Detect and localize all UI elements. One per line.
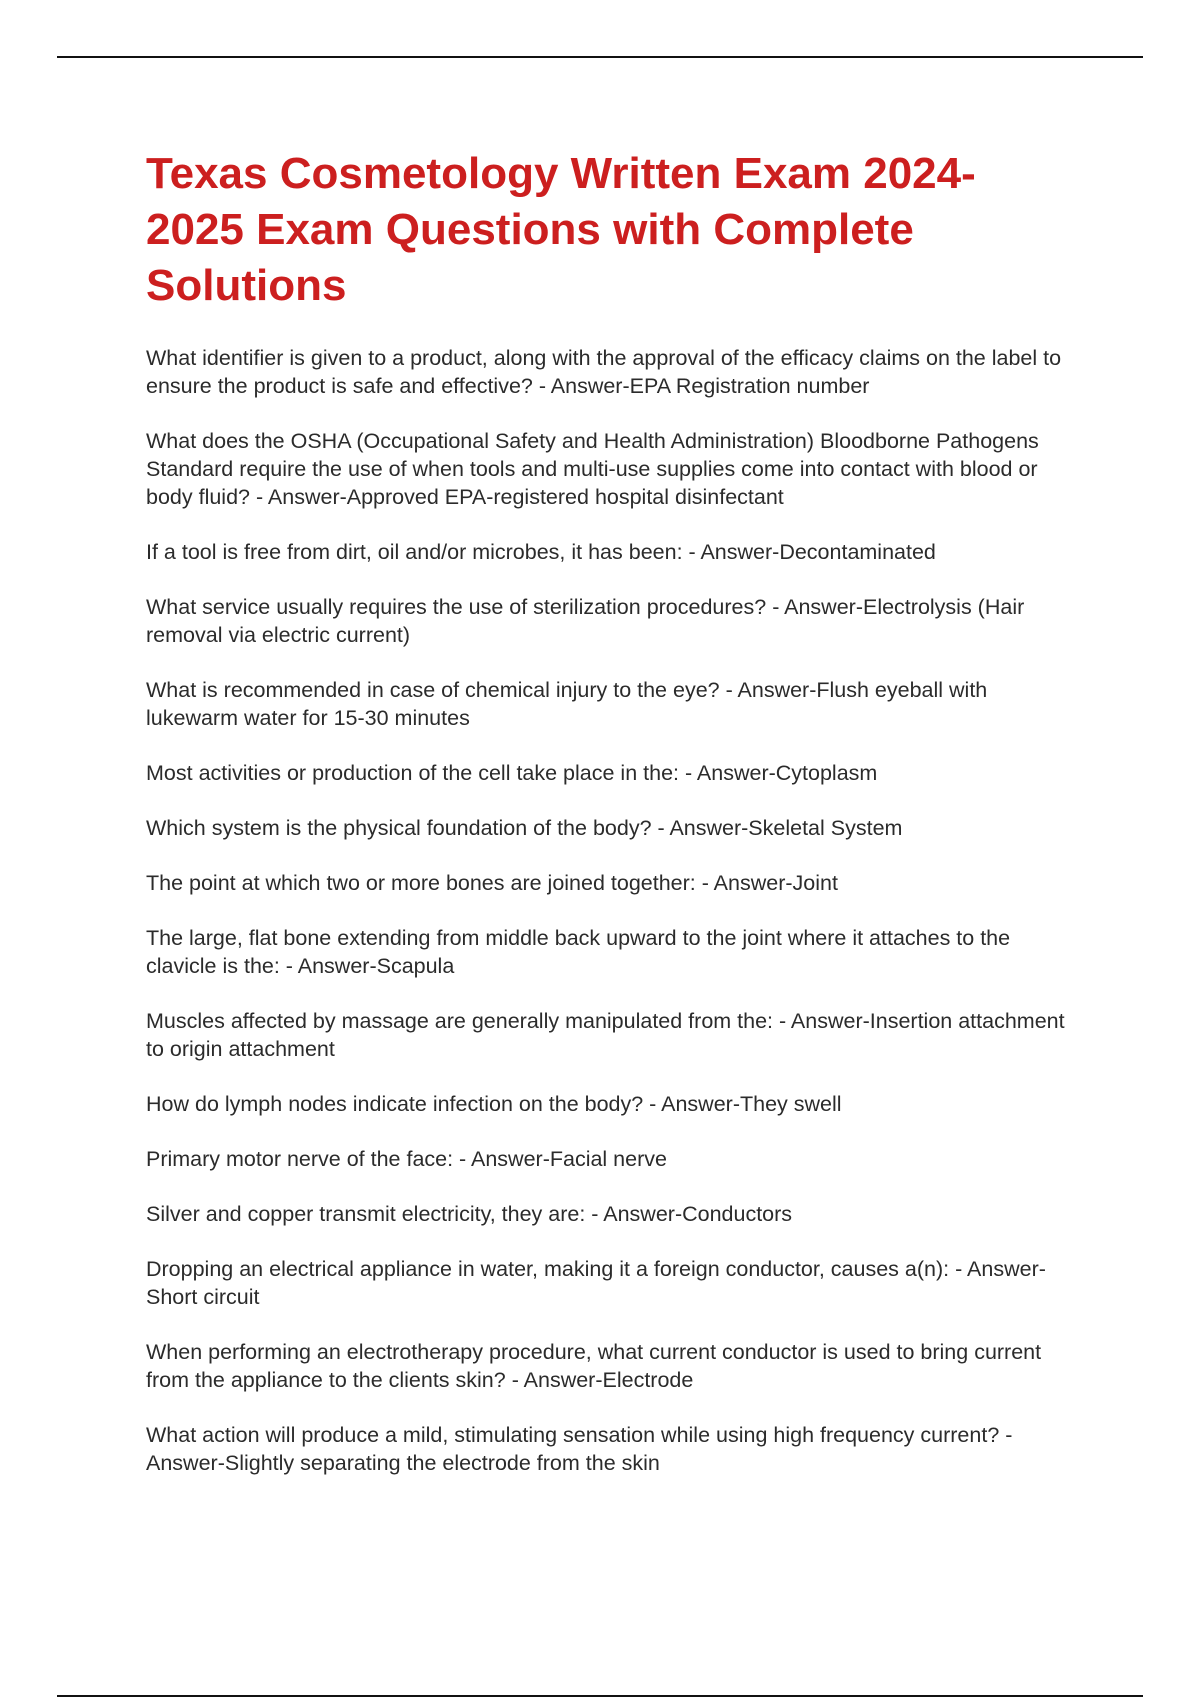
document-title: Texas Cosmetology Written Exam 2024-2025 Exam Questions with Complete Solutions	[146, 149, 976, 310]
document-body	[146, 146, 1071, 1504]
question-item: Silver and copper transmit electricity, they are: - Answer-Conductors	[146, 1202, 793, 1226]
top-rule	[57, 56, 1143, 58]
question-item: Dropping an electrical appliance in water, making it a foreign conductor, causes a(n): - Answer-Short circuit	[146, 1257, 1046, 1309]
question-item: If a tool is free from dirt, oil and/or microbes, it has been: - Answer-Decontaminated	[146, 540, 936, 564]
question-item: Which system is the physical foundation of the body? - Answer-Skeletal System	[146, 816, 903, 840]
question-item: The point at which two or more bones are joined together: - Answer-Joint	[146, 871, 838, 895]
question-list	[146, 344, 1071, 1477]
question-item: Primary motor nerve of the face: - Answer-Facial nerve	[146, 1147, 667, 1171]
question-item: What does the OSHA (Occupational Safety and Health Administration) Bloodborne Pathogens Standard require the use of when tools and multi-use supplies come into contact with blood or body fluid? - Answer-Approved EPA-registered hospital disinfectant	[146, 429, 1039, 509]
question-item: What action will produce a mild, stimulating sensation while using high frequency current? - Answer-Slightly separating the electrode from the skin	[146, 1423, 1013, 1475]
question-item: Muscles affected by massage are generally manipulated from the: - Answer-Insertion attachment to origin attachment	[146, 1009, 1065, 1061]
question-item: What service usually requires the use of sterilization procedures? - Answer-Electrolysis (Hair removal via electric current)	[146, 595, 1025, 647]
question-item: The large, flat bone extending from middle back upward to the joint where it attaches to the clavicle is the: - Answer-Scapula	[146, 926, 1011, 978]
question-item: What is recommended in case of chemical injury to the eye? - Answer-Flush eyeball with lukewarm water for 15-30 minutes	[146, 678, 988, 730]
bottom-rule	[57, 1695, 1143, 1697]
question-item: When performing an electrotherapy procedure, what current conductor is used to bring current from the appliance to the clients skin? - Answer-Electrode	[146, 1340, 1042, 1392]
question-item: How do lymph nodes indicate infection on the body? - Answer-They swell	[146, 1092, 842, 1116]
question-item: What identifier is given to a product, along with the approval of the efficacy claims on the label to ensure the product is safe and effective? - Answer-EPA Registration number	[146, 346, 1062, 398]
question-item: Most activities or production of the cell take place in the: - Answer-Cytoplasm	[146, 761, 878, 785]
